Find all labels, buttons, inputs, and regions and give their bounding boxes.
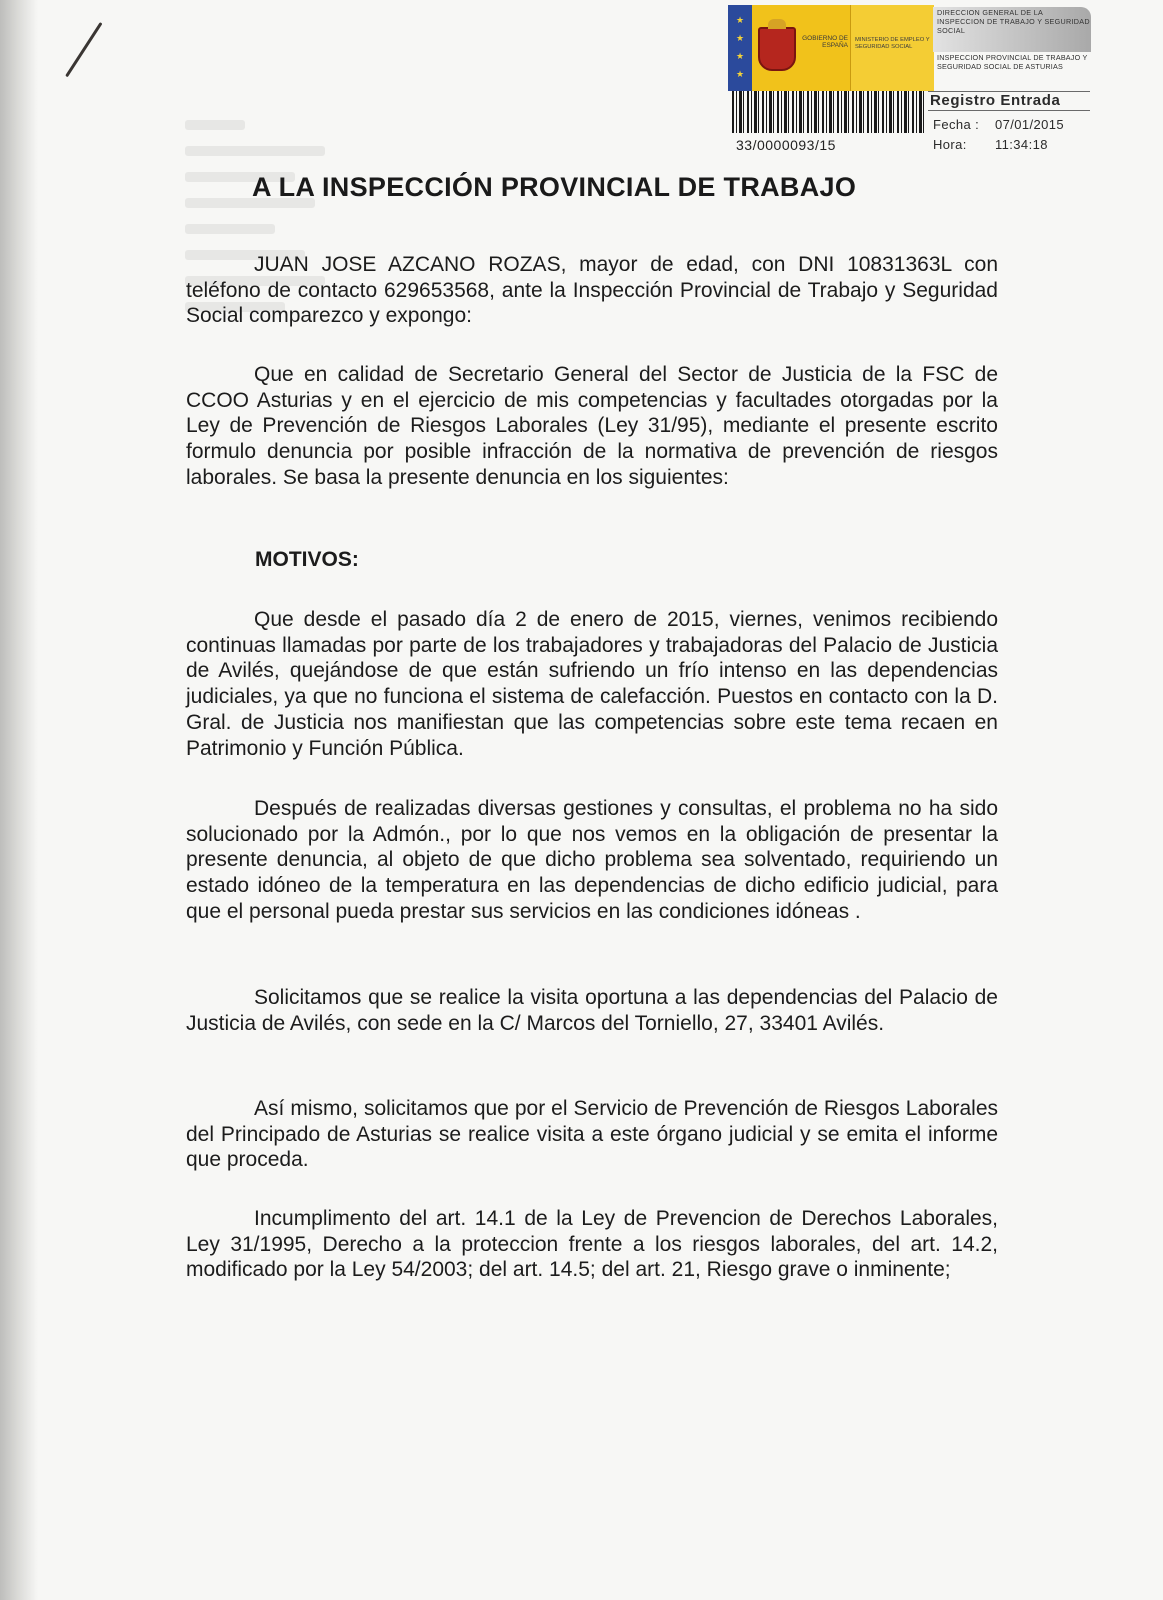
paragraph-4: Después de realizadas diversas gestiones y consultas, el problema no ha sido solucionado por la Admón., por lo que nos vemos en la obligación de presentar la presente denuncia, al objeto de que dicho problema sea solventado, requiriendo un estado idóneo de la temperatura en las dependencias de dicho edificio judicial, para que el personal pueda prestar sus servicios en las condiciones idóneas . bbox=[186, 797, 998, 923]
date-value: 07/01/2015 bbox=[995, 117, 1065, 132]
barcode-number: 33/0000093/15 bbox=[736, 137, 836, 153]
directorate-label: DIRECCION GENERAL DE LA INSPECCION DE TRABAJO Y SEGURIDAD SOCIAL bbox=[937, 8, 1090, 35]
barcode bbox=[732, 91, 927, 133]
paragraph-5: Solicitamos que se realice la visita oportuna a las dependencias del Palacio de Justicia de Avilés, con sede en la C/ Marcos del Torniello, 27, 33401 Avilés. bbox=[186, 986, 998, 1035]
paragraph-3: Que desde el pasado día 2 de enero de 2015, viernes, venimos recibiendo continuas llamadas por parte de los trabajadores y trabajadoras del Palacio de Justicia de Avilés, quejándose de que están sufriendo un frío intenso en las dependencias judiciales, ya que no funciona el sistema de calefacción. Puestos en contacto con la D. Gral. de Justicia nos manifiestan que las competencias sobre este tema recaen en Patrimonio y Función Pública. bbox=[186, 608, 998, 760]
paragraph-7: Incumplimento del art. 14.1 de la Ley de Prevencion de Derechos Laborales, Ley 31/1995, Derecho a la proteccion frente a los riesgos laborales, del art. 14.2, modificado por la Ley 54/2003; del art. 14.5; del art. 21, Riesgo grave o inminente; bbox=[186, 1207, 998, 1282]
date-row bbox=[933, 117, 1064, 132]
registry-stamp bbox=[728, 5, 1108, 155]
date-label: Fecha : bbox=[933, 117, 980, 132]
pen-mark bbox=[65, 22, 102, 77]
coat-of-arms-icon bbox=[758, 27, 796, 71]
ministry-block bbox=[850, 5, 934, 91]
paragraph-1: JUAN JOSE AZCANO ROZAS, mayor de edad, con DNI 10831363L con teléfono de contacto 629653568, ante la Inspección Provincial de Trabajo y Seguridad Social comparezco y expongo: bbox=[186, 253, 998, 328]
eu-flag-stripe: ★ ★ ★ ★ bbox=[728, 5, 752, 91]
paragraph-6: Así mismo, solicitamos que por el Servicio de Prevención de Riesgos Laborales del Principado de Asturias se realice visita a este órgano judicial y se emita el informe que proceda. bbox=[186, 1097, 998, 1172]
time-label: Hora: bbox=[933, 137, 967, 152]
paragraph-2: Que en calidad de Secretario General del Sector de Justicia de la FSC de CCOO Asturias y en el ejercicio de mis competencias y facultades otorgadas por la Ley de Prevención de Riesgos Laborales (Ley 31/95), mediante el presente escrito formulo denuncia por posible infracción de la normativa de prevención de riesgos laborales. Se basa la presente denuncia en los siguientes: bbox=[186, 363, 998, 489]
motivos-heading: MOTIVOS: bbox=[255, 548, 359, 571]
registry-title: Registro Entrada bbox=[928, 91, 1090, 111]
time-value: 11:34:18 bbox=[995, 137, 1048, 152]
time-row bbox=[933, 137, 1048, 152]
directorate-block bbox=[933, 7, 1091, 52]
ministry-label: MINISTERIO DE EMPLEO Y SEGURIDAD SOCIAL bbox=[855, 37, 930, 50]
provincial-inspection-label: INSPECCION PROVINCIAL DE TRABAJO Y SEGURIDAD SOCIAL DE ASTURIAS bbox=[937, 53, 1088, 71]
document-heading: A LA INSPECCIÓN PROVINCIAL DE TRABAJO bbox=[252, 172, 857, 202]
spain-government-logo bbox=[728, 5, 850, 91]
scan-edge-shadow bbox=[0, 0, 38, 1600]
bleed-through-text bbox=[185, 120, 335, 380]
government-label: GOBIERNO DE ESPAÑA bbox=[802, 35, 848, 49]
